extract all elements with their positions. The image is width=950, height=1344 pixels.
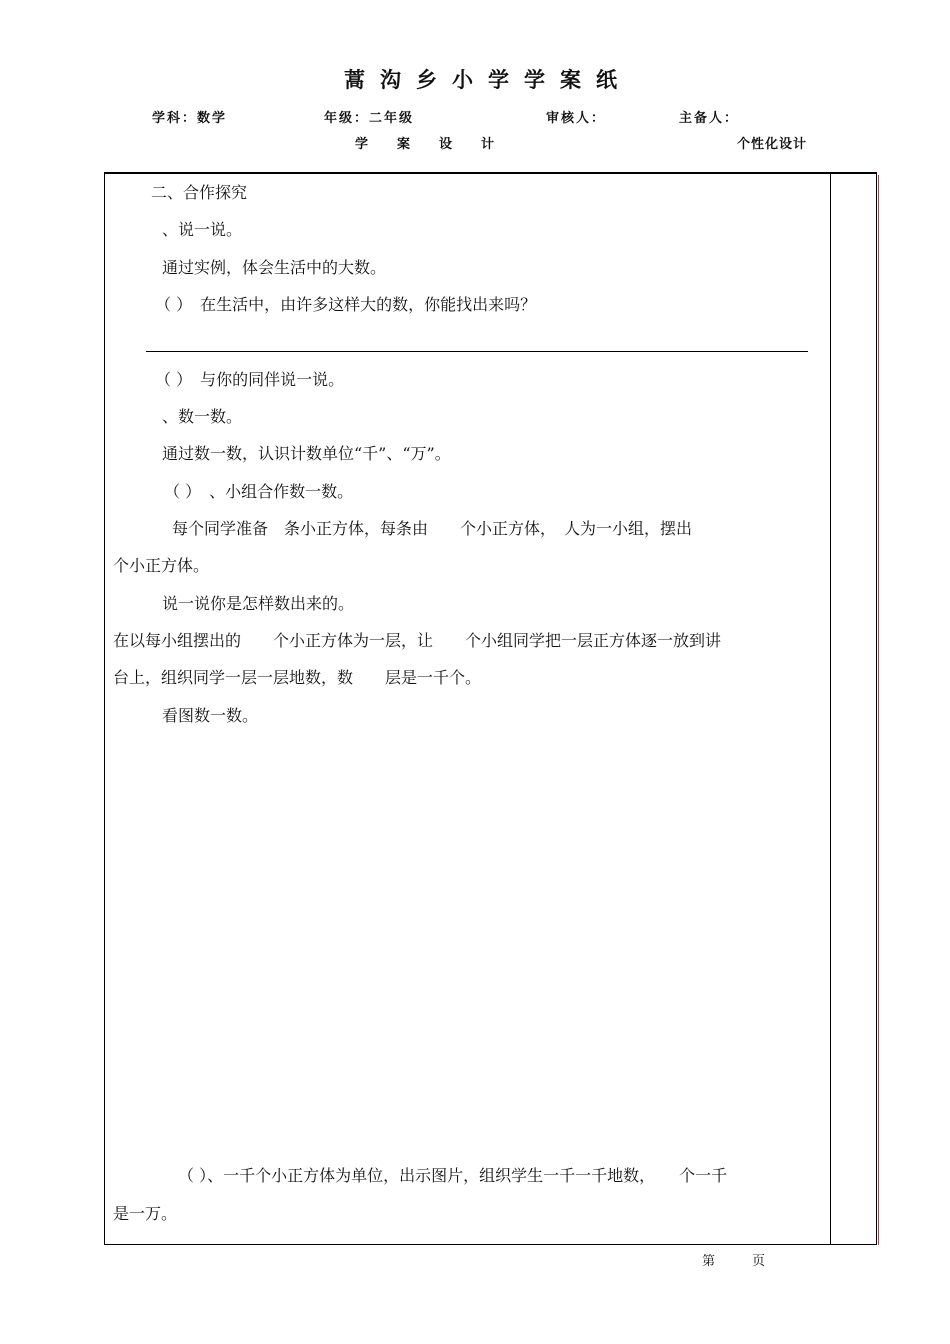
table-top-border (104, 172, 877, 174)
question-group-count: （ ） 、小组合作数一数。 (164, 482, 354, 501)
instruction-layer-1: 在以每小组摆出的 个小正方体为一层，让 个小组同学把一层正方体逐一放到讲 (113, 631, 722, 650)
footer-page-suffix: 页 (752, 1254, 766, 1269)
preparer-label: 主备人： (679, 111, 740, 126)
instruction-line-2: 个小正方体。 (113, 556, 210, 575)
section-heading: 二、合作探究 (151, 183, 248, 202)
step-count: 、数一数。 (162, 407, 243, 426)
column-divider (830, 173, 831, 1245)
step-say: 、说一说。 (162, 220, 243, 239)
subject-label: 学科：数学 (152, 111, 228, 126)
instruction-thousand-2: 是一万。 (113, 1204, 178, 1223)
question-tell-partner: （ ） 与你的同伴说一说。 (155, 370, 345, 389)
reviewer-label: 审核人： (546, 111, 607, 126)
instruction-thousand-1: （ ）、一千个小正方体为单位，出示图片，组织学生一千一千地数， 个一千 (178, 1166, 728, 1185)
grade-label: 年级：二年级 (324, 111, 415, 126)
instruction-explain: 说一说你是怎样数出来的。 (162, 594, 355, 613)
instruction-look-picture: 看图数一数。 (162, 706, 259, 725)
step-count-desc: 通过数一数，认识计数单位“千”、“万”。 (162, 444, 451, 463)
instruction-line-1: 每个同学准备 条小正方体，每条由 个小正方体， 人为一小组，摆出 (172, 519, 693, 538)
question-find-numbers: （ ） 在生活中，由许多这样大的数，你能找出来吗？ (155, 295, 537, 314)
margin-red-line (878, 175, 879, 1245)
footer-page-label: 第 (702, 1254, 716, 1269)
personal-column-header: 个性化设计 (737, 137, 808, 152)
step-say-desc: 通过实例，体会生活中的大数。 (162, 258, 387, 277)
page-title: 蒿沟乡小学学案纸 (344, 68, 632, 92)
answer-line (146, 351, 808, 352)
design-column-header: 学 案 设 计 (355, 137, 503, 152)
instruction-layer-2: 台上，组织同学一层一层地数，数 层是一千个。 (113, 668, 482, 687)
